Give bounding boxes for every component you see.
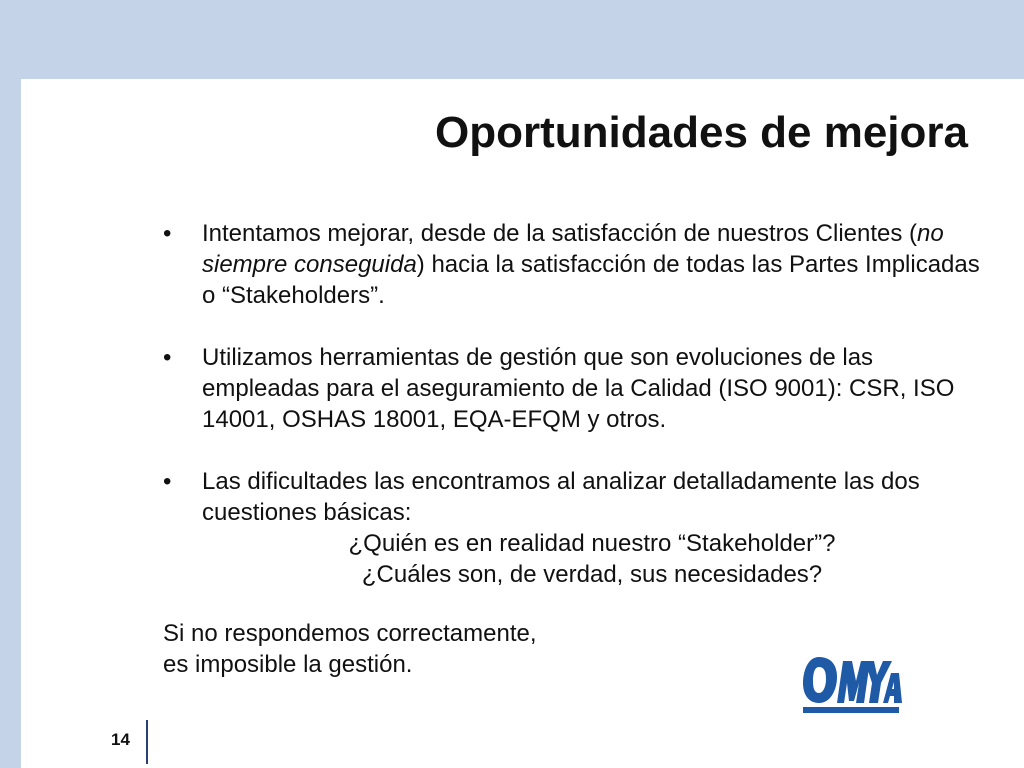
bullet-text: Utilizamos herramientas de gestión que son evoluciones de las empleadas para el aseguramiento de la Calidad (ISO 9001): CSR, ISO 14001, OSHAS 18001, EQA-EFQM y otros. [202, 344, 955, 433]
slide [21, 79, 1024, 768]
slide-content [163, 218, 993, 680]
bullet-item [163, 466, 993, 590]
bullet-text-part: Intentamos mejorar, desde de la satisfacción de nuestros Clientes ( [202, 220, 918, 247]
bullet-text-part: ) hacia la satisfacción de todas las Partes Implicadas o “Stakeholders”. [202, 251, 980, 309]
closing-line: es imposible la gestión. [163, 651, 413, 678]
bullet-text: Las dificultades las encontramos al analizar detalladamente las dos cuestiones básicas: [202, 468, 920, 526]
bullet-item [163, 218, 993, 311]
bullet-marker: • [163, 344, 172, 371]
closing-line: Si no respondemos correctamente, [163, 620, 537, 647]
bullet-marker: • [163, 220, 172, 247]
page-number: 14 [111, 730, 130, 749]
slide-title: Oportunidades de mejora [435, 108, 968, 157]
bullet-text [202, 220, 980, 309]
question-line: ¿Quién es en realidad nuestro “Stakeholder”? [348, 530, 836, 557]
bullet-text-italic: no siempre conseguida [202, 220, 944, 278]
omya-logo [799, 639, 903, 724]
svg-text:OMYA: OMYA [851, 718, 854, 719]
page-number-divider [146, 720, 148, 764]
question-line: ¿Cuáles son, de verdad, sus necesidades? [361, 561, 823, 588]
bullet-marker: • [163, 468, 172, 495]
bullet-item [163, 342, 993, 435]
